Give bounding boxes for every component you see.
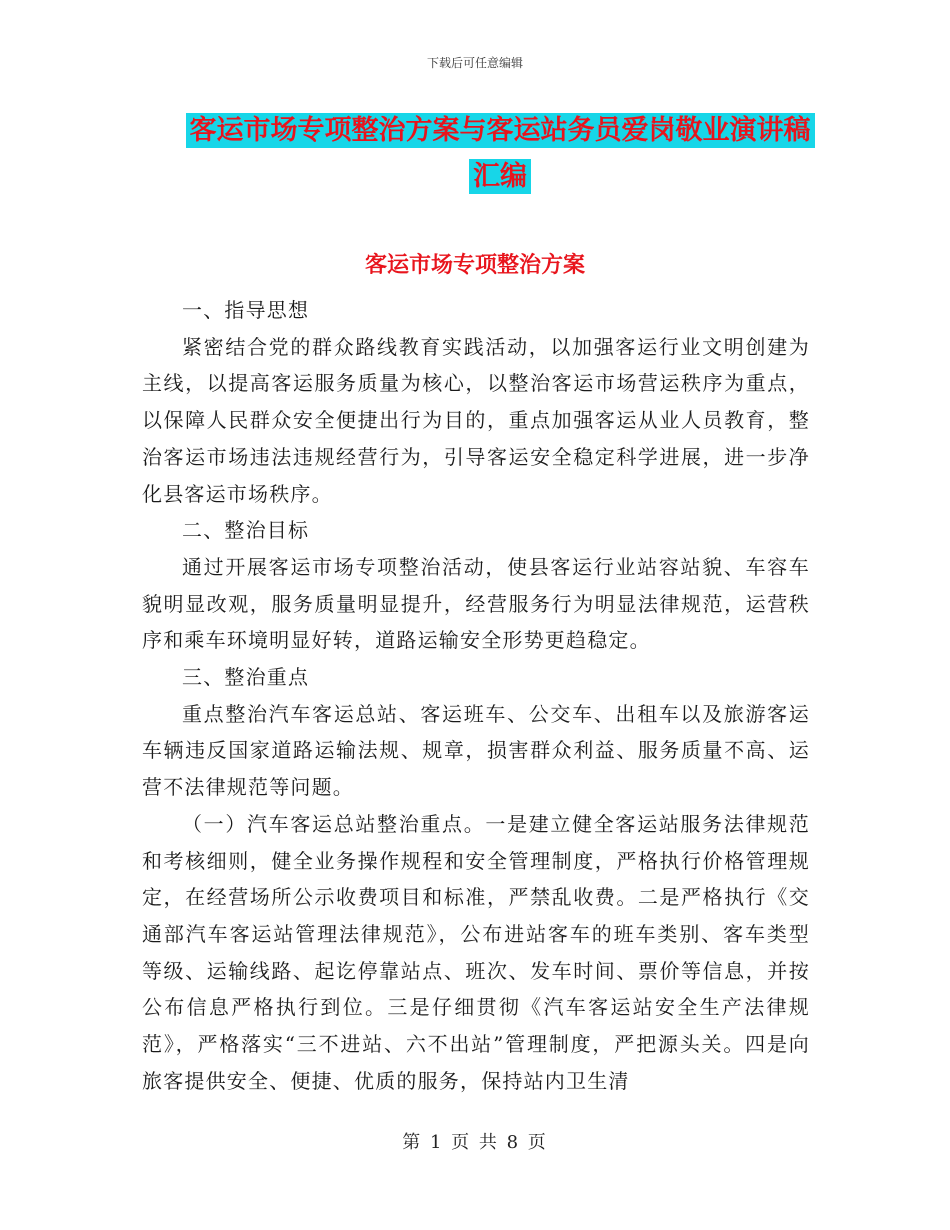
paragraph: 重点整治汽车客运总站、客运班车、公交车、出租车以及旅游客运车辆违反国家道路运输法规、规章，损害群众利益、服务质量不高、运营不法律规范等问题。 <box>142 701 810 800</box>
title-line-2: 汇编 <box>469 159 531 194</box>
heading-goals: 二、整治目标 <box>182 518 310 543</box>
section-title: 客运市场专项整治方案 <box>364 252 585 278</box>
heading-key-points: 三、整治重点 <box>182 665 310 690</box>
title-line-1: 客运市场专项整治方案与客运站务员爱岗敬业演讲稿 <box>186 113 815 148</box>
page-number-footer: 第 1 页 共 8 页 <box>402 1132 548 1153</box>
header-note: 下载后可任意编辑 <box>426 56 523 70</box>
paragraph: 通过开展客运市场专项整治活动，使县客运行业站容站貌、车容车貌明显改观，服务质量明显提升，经营服务行为明显法律规范，运营秩序和乘车环境明显好转，道路运输安全形势更趋稳定。 <box>142 554 810 653</box>
paragraph: 紧密结合党的群众路线教育实践活动，以加强客运行业文明创建为主线，以提高客运服务质量为核心，以整治客运市场营运秩序为重点，以保障人民群众安全便捷出行为目的，重点加强客运从业人员教育，整治客运市场违法违规经营行为，引导客运安全稳定科学进展，进一步净化县客运市场秩序。 <box>142 334 810 506</box>
document-body <box>142 292 810 1099</box>
paragraph: （一）汽车客运总站整治重点。一是建立健全客运站服务法律规范和考核细则，健全业务操作规程和安全管理制度，严格执行价格管理规定，在经营场所公示收费项目和标准，严禁乱收费。二是严格执行《交通部汽车客运站管理法律规范》，公布进站客车的班车类别、客车类型等级、运输线路、起讫停靠站点、班次、发车时间、票价等信息，并按公布信息严格执行到位。三是仔细贯彻《汽车客运站安全生产法律规范》，严格落实“三不进站、六不出站”管理制度，严把源头关。四是向旅客提供安全、便捷、优质的服务，保持站内卫生清 <box>142 811 810 1093</box>
document-title <box>140 108 860 200</box>
heading-guiding-ideology: 一、指导思想 <box>182 298 310 322</box>
